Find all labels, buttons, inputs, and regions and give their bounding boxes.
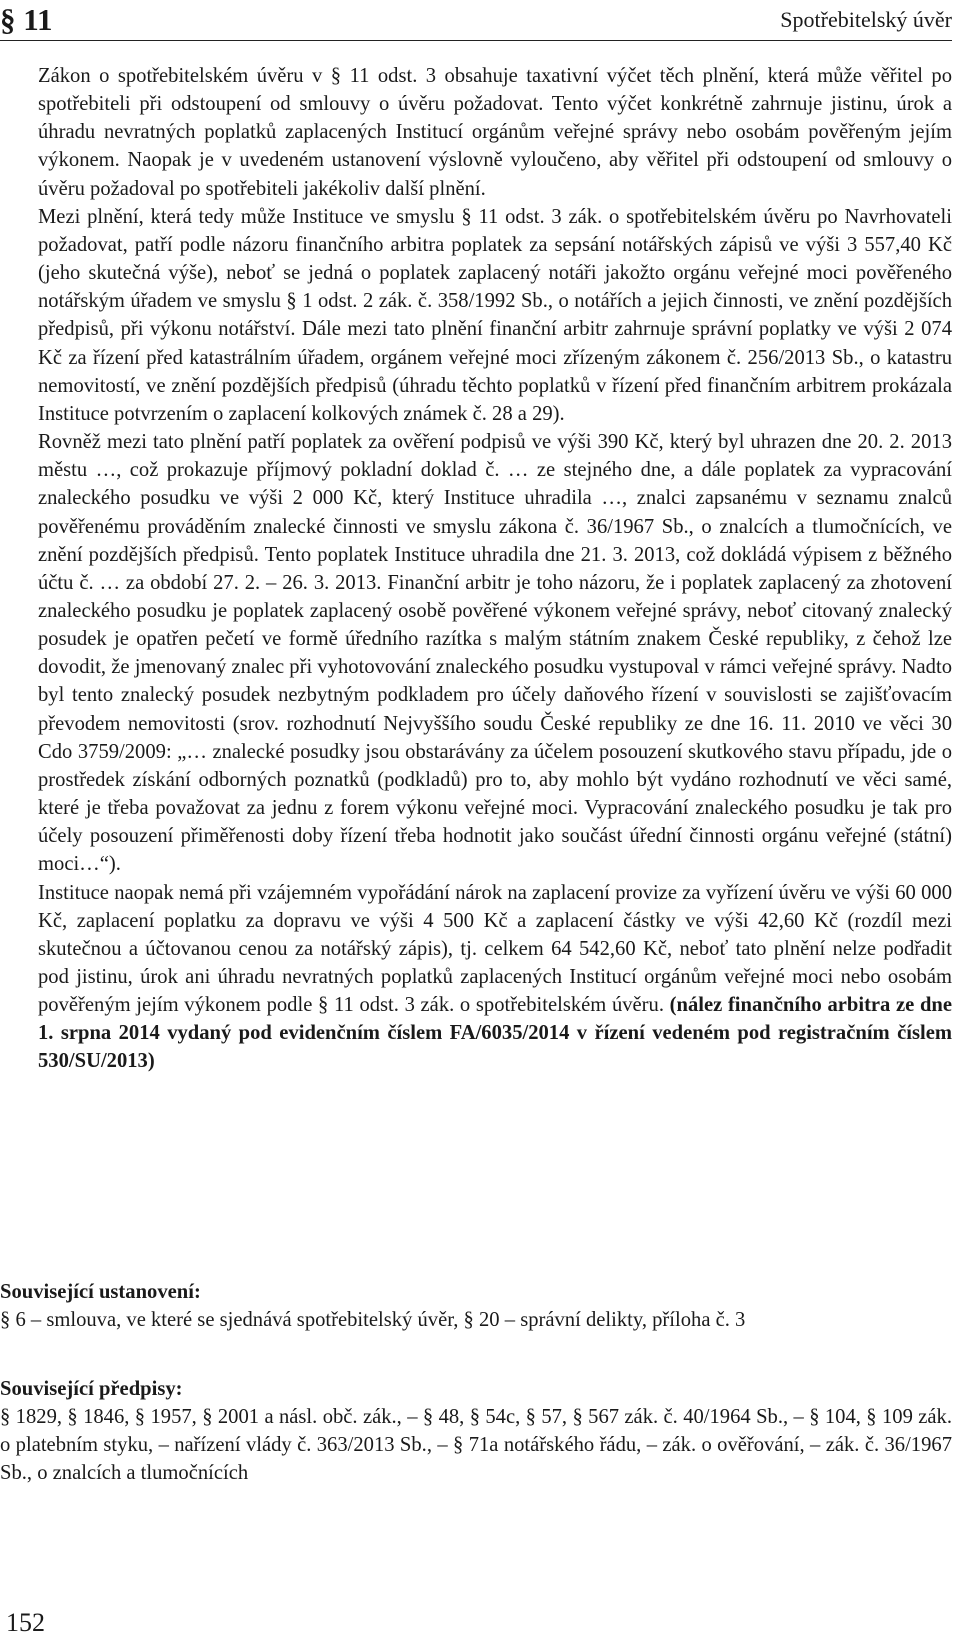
paragraph-4-text: Instituce naopak nemá při vzájemném vypořádání nárok na zaplacení provize za vyřízení úvěru ve výši 60 000 Kč, zaplacení poplatku za dopravu ve výši 4 500 Kč a zaplacení částky ve výši 42,60 Kč (rozdíl mezi skutečnou a účtovanou cenou za notářský zápis), tj. celkem 64 542,60 Kč, neboť tato plnění nelze podřadit pod jistinu, úrok ani úhradu nevratných poplatků zaplacených Institucí orgánům veřejné moci nebo osobám pověřeným jejím výkonem podle § 11 odst. 3 zák. o spotřebitelském úvěru. <box>38 881 952 1017</box>
paragraph-2: Mezi plnění, která tedy může Instituce ve smyslu § 11 odst. 3 zák. o spotřebitelském úvěru po Navrhovateli požadovat, patří podle názoru finančního arbitra poplatek za sepsání notářských zápisů ve výši 3 557,40 Kč (jeho skutečná výše), neboť se jedná o poplatek zaplacený notáři jakožto orgánu veřejné moci pověřeného notářským úřadem ve smyslu § 1 odst. 2 zák. č. 358/1992 Sb., o notářích a jejich činnosti, ve znění pozdějších předpisů, při výkonu notářství. Dále mezi tato plnění finanční arbitr zahrnuje správní poplatky ve výši 2 074 Kč za řízení před katastrálním úřadem, orgánem veřejné moci zřízeným zákonem č. 256/2013 Sb., o katastru nemovitostí, ve znění pozdějších předpisů (úhradu těchto poplatků v řízení před finančním arbitrem prokázala Instituce potvrzením o zaplacení kolkových známek č. 28 a 29). <box>38 205 952 425</box>
header-rule <box>0 40 952 41</box>
related-provisions-text: § 6 – smlouva, ve které se sjednává spotřebitelský úvěr, § 20 – správní delikty, příloha č. 3 <box>0 1309 746 1331</box>
page-number: 152 <box>6 1608 45 1637</box>
chapter-title: Spotřebitelský úvěr <box>780 7 952 32</box>
paragraph-3: Rovněž mezi tato plnění patří poplatek za ověření podpisů ve výši 390 Kč, který byl uhrazen dne 20. 2. 2013 městu …, což prokazuje příjmový pokladní doklad č. … ze stejného dne, a dále poplatek za vypracování znaleckého posudku ve výši 2 000 Kč, který Instituce uhradila …, znalci zapsanému v seznamu znalců pověřenému prováděním znalecké činnosti ve smyslu zákona č. 36/1967 Sb., o znalcích a tlumočnících, ve znění pozdějších předpisů. Tento poplatek Instituce uhradila dne 21. 3. 2013, což dokládá výpisem z běžného účtu č. … za období 27. 2. – 26. 3. 2013. Finanční arbitr je toho názoru, že i poplatek zaplacený za zhotovení znaleckého posudku je poplatek zaplacený osobě pověřené výkonem veřejné správy, neboť citovaný znalecký posudek je opatřen pečetí ve formě úředního razítka s malým státním znakem České republiky, z čehož lze dovodit, že jmenovaný znalec při vyhotovování znaleckého posudku vystupoval v rámci veřejné správy. Nadto byl tento znalecký posudek nezbytným podkladem pro účely daňového řízení v souvislosti se zajišťovacím převodem nemovitosti (srov. rozhodnutí Nejvyššího soudu České republiky ze dne 16. 11. 2010 ve věci 30 Cdo 3759/2009: „… znalecké posudky jsou obstarávány za účelem posouzení skutkového stavu případu, jde o prostředek získání odborných poznatků (podkladů) pro to, aby mohlo být vydáno rozhodnutí ve věci samé, které je třeba považovat za jednu z forem výkonu veřejné moci. Vypracování znaleckého posudku je tak pro účely posouzení přiměřenosti doby řízení třeba hodnotit jako součást úřední činnosti orgánu veřejné (státní) moci…“). <box>38 431 952 876</box>
paragraph-1: Zákon o spotřebitelském úvěru v § 11 odst. 3 obsahuje taxativní výčet těch plnění, která může věřitel po spotřebiteli při odstoupení od smlouvy o úvěru požadovat. Tento výčet konkrétně zahrnuje jistinu, úrok a úhradu nevratných poplatků zaplacených Institucí orgánům veřejné správy nebo osobám pověřeným jejím výkonem. Naopak je v uvedeném ustanovení výslovně vyloučeno, aby věřitel při odstoupení od smlouvy o úvěru požadoval po spotřebiteli jakékoliv další plnění. <box>38 65 952 200</box>
related-provisions-heading: Související ustanovení: <box>0 1281 201 1303</box>
related-regulations-text: § 1829, § 1846, § 1957, § 2001 a násl. obč. zák., – § 48, § 54c, § 57, § 567 zák. č. 40/1964 Sb., – § 104, § 109 zák. o platebním styku, – nařízení vlády č. 363/2013 Sb., – § 71a notářského řádu, – zák. o ověřování, – zák. č. 36/1967 Sb., o znalcích a tlumočnících <box>0 1406 952 1484</box>
section-number: § 11 <box>0 2 53 37</box>
decision-citation: (nález finančního arbitra ze dne 1. srpna 2014 vydaný pod evidenčním číslem FA/6035/2014 v řízení vedeném pod registračním číslem 530/SU/2013) <box>38 994 953 1073</box>
related-regulations-heading: Související předpisy: <box>0 1378 183 1400</box>
paragraph-4 <box>38 879 952 1076</box>
main-text <box>38 62 952 1076</box>
